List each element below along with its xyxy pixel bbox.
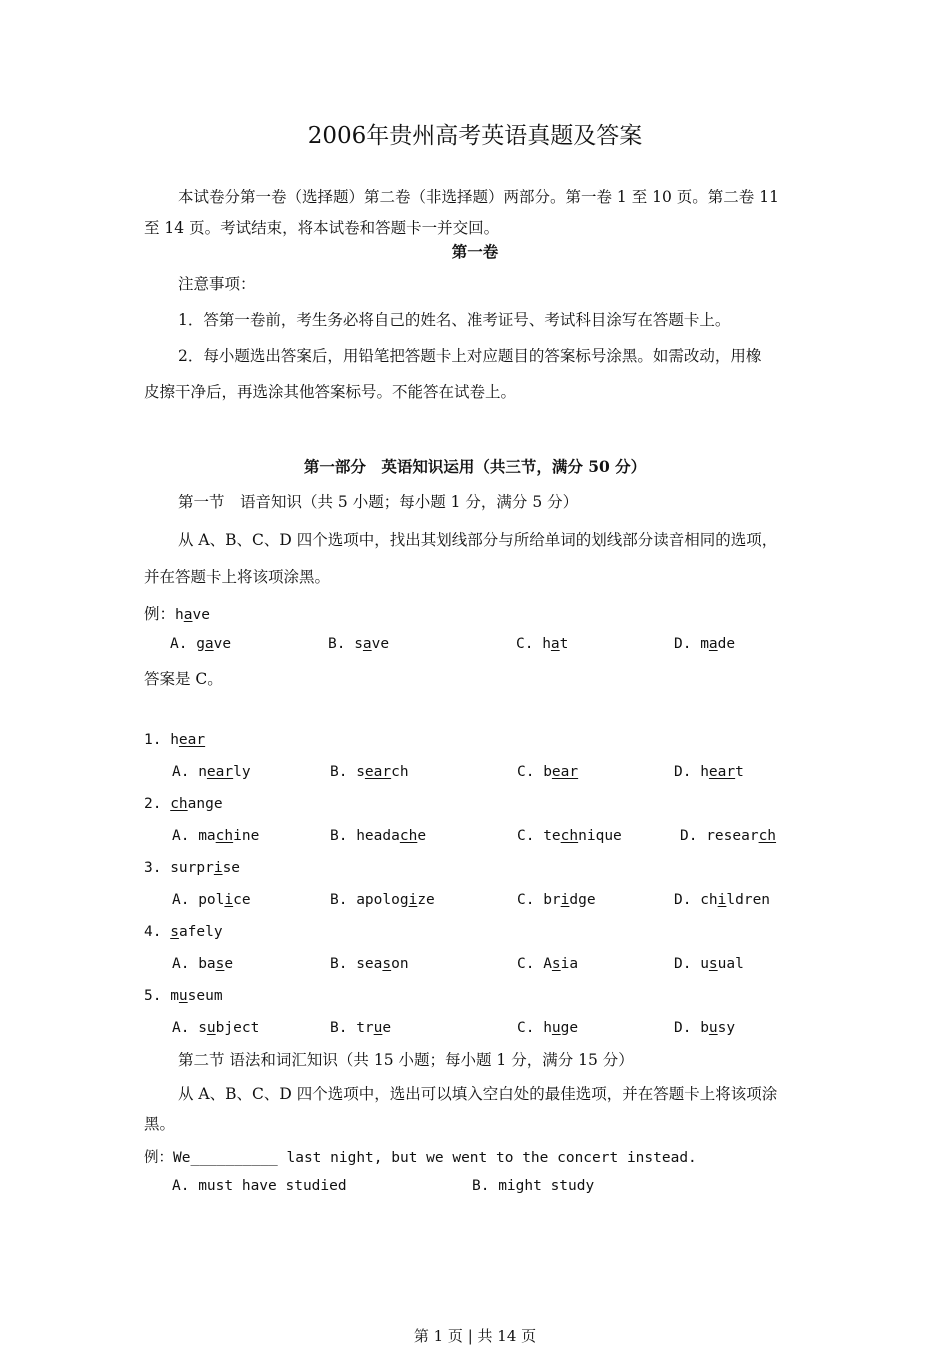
intro-line-2: 至 14 页。考试结束，将本试卷和答题卡一并交回。 (144, 219, 500, 237)
opt-pre: C. b (517, 764, 552, 780)
stem-underlined: ear (178, 732, 206, 748)
question-1-option-a[interactable] (172, 764, 251, 780)
opt-underlined: u (708, 1020, 718, 1036)
section2-example-option-b[interactable]: B. might study (472, 1178, 595, 1194)
question-3-option-c[interactable] (517, 892, 596, 908)
opt-underlined: s (551, 956, 561, 972)
question-1-option-c[interactable] (517, 764, 578, 780)
example-word-pre: h (175, 607, 184, 623)
opt-post: e (224, 956, 234, 972)
opt-underlined: ear (364, 764, 392, 780)
opt-pre: D. resear (680, 828, 759, 844)
opt-underlined: i (408, 892, 418, 908)
opt-pre: D. ch (674, 892, 718, 908)
question-1-option-d[interactable] (674, 764, 744, 780)
opt-underlined: a (550, 636, 560, 652)
section1-instruction-line-1: 从 A、B、C、D 四个选项中，找出其划线部分与所给单词的划线部分读音相同的选项， (178, 531, 778, 549)
opt-post: sy (717, 1020, 736, 1036)
question-4-option-a[interactable] (172, 956, 233, 972)
opt-post: ly (233, 764, 251, 780)
notes-item-2-line-1: 2．每小题选出答案后，用铅笔把答题卡上对应题目的答案标号涂黑。如需改动，用橡 (178, 347, 762, 365)
opt-pre: A. g (170, 636, 205, 652)
opt-pre: C. h (517, 1020, 552, 1036)
opt-underlined: ear (551, 764, 579, 780)
stem-post: afely (178, 924, 223, 940)
stem-post: ange (187, 796, 223, 812)
opt-underlined: u (551, 1020, 561, 1036)
opt-underlined: a (204, 636, 214, 652)
question-1-stem (144, 732, 205, 748)
opt-pre: A. n (172, 764, 207, 780)
stem-pre: 5. m (144, 988, 179, 1004)
stem-underlined: i (213, 860, 223, 876)
opt-underlined: ch (560, 828, 579, 844)
question-3-option-d[interactable] (674, 892, 770, 908)
opt-post: ual (717, 956, 744, 972)
section1-heading: 第一节 语音知识（共 5 小题；每小题 1 分，满分 5 分） (178, 493, 579, 511)
example-option-a (170, 636, 231, 652)
stem-post: se (222, 860, 241, 876)
question-5-option-c[interactable] (517, 1020, 578, 1036)
example-stem (144, 602, 210, 624)
opt-underlined: u (373, 1020, 383, 1036)
opt-pre: A. ba (172, 956, 216, 972)
opt-pre: B. apolog (330, 892, 409, 908)
opt-underlined: ear (206, 764, 234, 780)
question-2-stem (144, 796, 223, 812)
opt-post: ge (560, 1020, 579, 1036)
opt-pre: D. m (674, 636, 709, 652)
opt-underlined: u (206, 1020, 216, 1036)
opt-post: bject (215, 1020, 260, 1036)
stem-underlined: s (170, 924, 179, 940)
opt-underlined: i (224, 892, 234, 908)
opt-underlined: ch (758, 828, 777, 844)
opt-underlined: a (708, 636, 718, 652)
opt-underlined: ear (708, 764, 736, 780)
opt-pre: B. s (328, 636, 363, 652)
example-answer: 答案是 C。 (144, 670, 223, 688)
opt-post: t (735, 764, 744, 780)
opt-post: ldren (726, 892, 771, 908)
section2-example-stem: 例：We__________ last night, but we went to the concert instead. (144, 1150, 697, 1166)
example-word-post: ve (192, 607, 210, 623)
stem-pre: 3. surpr (144, 860, 214, 876)
opt-underlined: s (708, 956, 718, 972)
question-2-option-a[interactable] (172, 828, 259, 844)
stem-pre: 4. (144, 924, 171, 940)
opt-post: ia (560, 956, 579, 972)
example-word-underlined: a (183, 607, 193, 623)
question-3-option-b[interactable] (330, 892, 435, 908)
opt-pre: B. sea (330, 956, 383, 972)
question-4-option-d[interactable] (674, 956, 744, 972)
opt-post: ine (233, 828, 260, 844)
opt-underlined: i (717, 892, 727, 908)
question-3-stem (144, 860, 240, 876)
stem-underlined: u (178, 988, 188, 1004)
notes-heading: 注意事项： (178, 275, 256, 293)
section1-instruction-line-2: 并在答题卡上将该项涂黑。 (144, 568, 331, 586)
stem-underlined: ch (170, 796, 188, 812)
opt-post: ve (371, 636, 390, 652)
question-2-option-c[interactable] (517, 828, 622, 844)
opt-post: on (391, 956, 409, 972)
opt-pre: B. s (330, 764, 365, 780)
section2-instruction-line-1: 从 A、B、C、D 四个选项中，选出可以填入空白处的最佳选项，并在答题卡上将该项涂 (178, 1085, 778, 1103)
notes-item-1: 1．答第一卷前，考生务必将自己的姓名、准考证号、考试科目涂写在答题卡上。 (178, 311, 731, 329)
intro-line-1: 本试卷分第一卷（选择题）第二卷（非选择题）两部分。第一卷 1 至 10 页。第二卷 11 (178, 188, 779, 206)
opt-post: e (417, 828, 427, 844)
page-footer: 第 1 页 | 共 14 页 (413, 1327, 537, 1345)
opt-pre: C. h (516, 636, 551, 652)
opt-post: dge (569, 892, 596, 908)
question-1-option-b[interactable] (330, 764, 409, 780)
opt-post: ve (213, 636, 232, 652)
opt-pre: D. h (674, 764, 709, 780)
opt-post: e (382, 1020, 392, 1036)
volume-heading: 第一卷 (451, 242, 499, 261)
question-5-option-a[interactable] (172, 1020, 259, 1036)
page-title: 2006年贵州高考英语真题及答案 (307, 123, 643, 149)
opt-pre: C. A (517, 956, 552, 972)
question-5-option-b[interactable] (330, 1020, 391, 1036)
opt-post: ze (417, 892, 435, 908)
opt-underlined: ch (215, 828, 234, 844)
notes-item-2-line-2: 皮擦干净后，再选涂其他答案标号。不能答在试卷上。 (144, 383, 517, 401)
question-5-stem (144, 988, 223, 1004)
example-option-d (674, 636, 735, 652)
stem-pre: 1. h (144, 732, 179, 748)
opt-pre: A. ma (172, 828, 216, 844)
opt-pre: C. te (517, 828, 561, 844)
question-5-option-d[interactable] (674, 1020, 735, 1036)
opt-pre: D. u (674, 956, 709, 972)
stem-post: seum (187, 988, 223, 1004)
opt-post: t (559, 636, 569, 652)
example-label: 例： (144, 605, 176, 623)
question-4-option-b[interactable] (330, 956, 409, 972)
opt-pre: A. pol (172, 892, 225, 908)
question-4-stem (144, 924, 223, 940)
question-4-option-c[interactable] (517, 956, 578, 972)
stem-pre: 2. (144, 796, 171, 812)
opt-pre: C. br (517, 892, 561, 908)
opt-post: de (717, 636, 736, 652)
opt-post: ch (391, 764, 409, 780)
opt-underlined: a (362, 636, 372, 652)
part1-heading: 第一部分 英语知识运用（共三节，满分 50 分） (303, 457, 647, 476)
opt-pre: A. s (172, 1020, 207, 1036)
question-2-option-b[interactable] (330, 828, 426, 844)
opt-pre: B. tr (330, 1020, 374, 1036)
opt-underlined: s (382, 956, 392, 972)
section2-example-option-a[interactable]: A. must have studied (172, 1178, 347, 1194)
section2-heading: 第二节 语法和词汇知识（共 15 小题；每小题 1 分，满分 15 分） (178, 1051, 634, 1069)
opt-post: ce (233, 892, 251, 908)
opt-underlined: i (560, 892, 570, 908)
opt-pre: B. headа (330, 828, 400, 844)
opt-underlined: s (215, 956, 225, 972)
question-2-option-d[interactable] (680, 828, 776, 844)
question-3-option-a[interactable] (172, 892, 251, 908)
opt-pre: D. b (674, 1020, 709, 1036)
section2-instruction-line-2: 黑。 (144, 1115, 176, 1133)
example-option-b (328, 636, 389, 652)
opt-underlined: ch (399, 828, 418, 844)
opt-post: nique (578, 828, 622, 844)
example-option-c (516, 636, 568, 652)
